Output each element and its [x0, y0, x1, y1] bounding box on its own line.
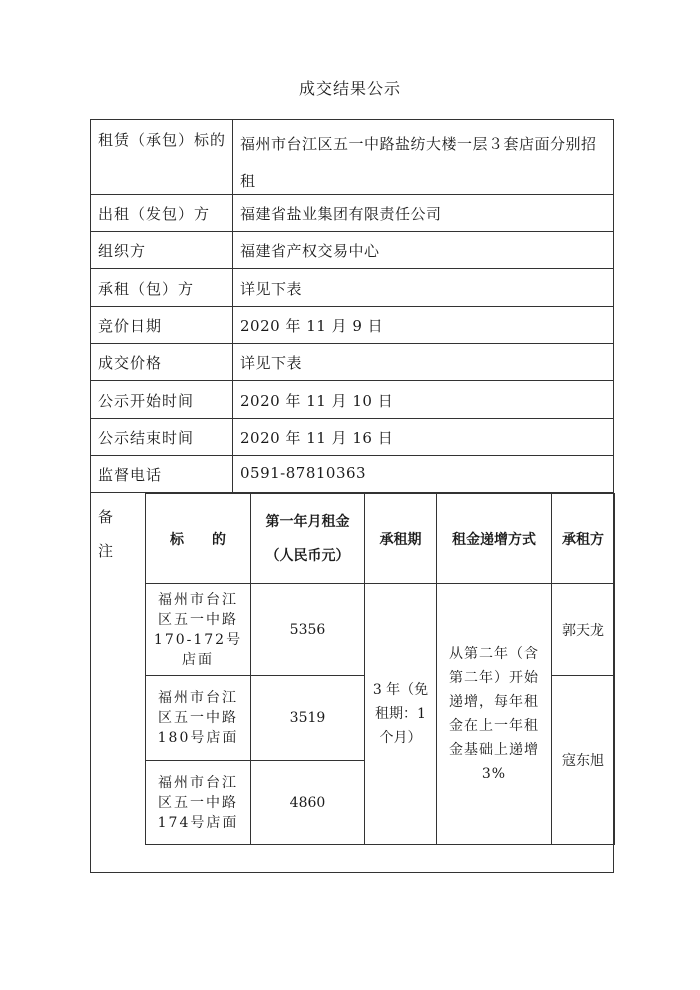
tenant-name: 郭天龙 — [552, 584, 615, 676]
lessee-label: 承租（包）方 — [98, 280, 195, 298]
header-term: 承租期 — [365, 494, 437, 584]
deal-price-label: 成交价格 — [98, 354, 163, 372]
bid-date-value: 2020 年 11 月 9 日 — [240, 317, 384, 335]
lease-detail-table — [145, 493, 615, 845]
shop-location: 福州市台江区五一中路174号店面 — [146, 761, 251, 845]
row-divider — [90, 268, 614, 269]
header-rent-line1: 第一年月租金 — [265, 513, 350, 530]
subject-label: 租赁（承包）标的 — [98, 131, 227, 149]
subject-value: 福州市台江区五一中路盐纺大楼一层３套店面分别招租 — [240, 135, 597, 190]
shop-location: 福州市台江区五一中路170-172号店面 — [146, 584, 251, 676]
deal-price-value: 详见下表 — [240, 354, 303, 372]
row-divider — [90, 306, 614, 307]
header-rent-line2: （人民币元） — [265, 547, 350, 564]
header-increase: 租金递增方式 — [437, 494, 552, 584]
remarks-label: 备注 — [98, 508, 114, 560]
row-divider — [90, 380, 614, 381]
lease-term: 3 年（免租期：1 个月） — [365, 584, 437, 845]
rent-increase-method: 从第二年（含第二年）开始递增，每年租金在上一年租金基础上递增 3% — [437, 584, 552, 845]
page-title: 成交结果公示 — [298, 79, 401, 98]
tenant-name: 寇东旭 — [552, 676, 615, 845]
monthly-rent: 4860 — [251, 761, 365, 845]
lessor-value: 福建省盐业集团有限责任公司 — [240, 205, 442, 223]
notice-end-label: 公示结束时间 — [98, 429, 195, 447]
notice-start-label: 公示开始时间 — [98, 392, 195, 410]
monthly-rent: 3519 — [251, 676, 365, 761]
header-tenant: 承租方 — [552, 494, 615, 584]
organizer-label: 组织方 — [98, 242, 147, 260]
row-divider — [90, 343, 614, 344]
hotline-value: 0591-87810363 — [240, 464, 367, 482]
header-subject: 标 的 — [146, 494, 251, 584]
notice-end-value: 2020 年 11 月 16 日 — [240, 429, 394, 447]
table-row — [146, 584, 615, 676]
lessee-value: 详见下表 — [240, 280, 303, 298]
row-divider — [90, 231, 614, 232]
table-header-row — [146, 494, 615, 584]
row-divider — [90, 455, 614, 456]
shop-location: 福州市台江区五一中路180号店面 — [146, 676, 251, 761]
hotline-label: 监督电话 — [98, 466, 163, 484]
monthly-rent: 5356 — [251, 584, 365, 676]
lessor-label: 出租（发包）方 — [98, 205, 211, 223]
bid-date-label: 竞价日期 — [98, 317, 163, 335]
notice-start-value: 2020 年 11 月 10 日 — [240, 392, 394, 410]
organizer-value: 福建省产权交易中心 — [240, 242, 380, 260]
row-divider — [90, 418, 614, 419]
header-first-year-rent — [251, 494, 365, 584]
